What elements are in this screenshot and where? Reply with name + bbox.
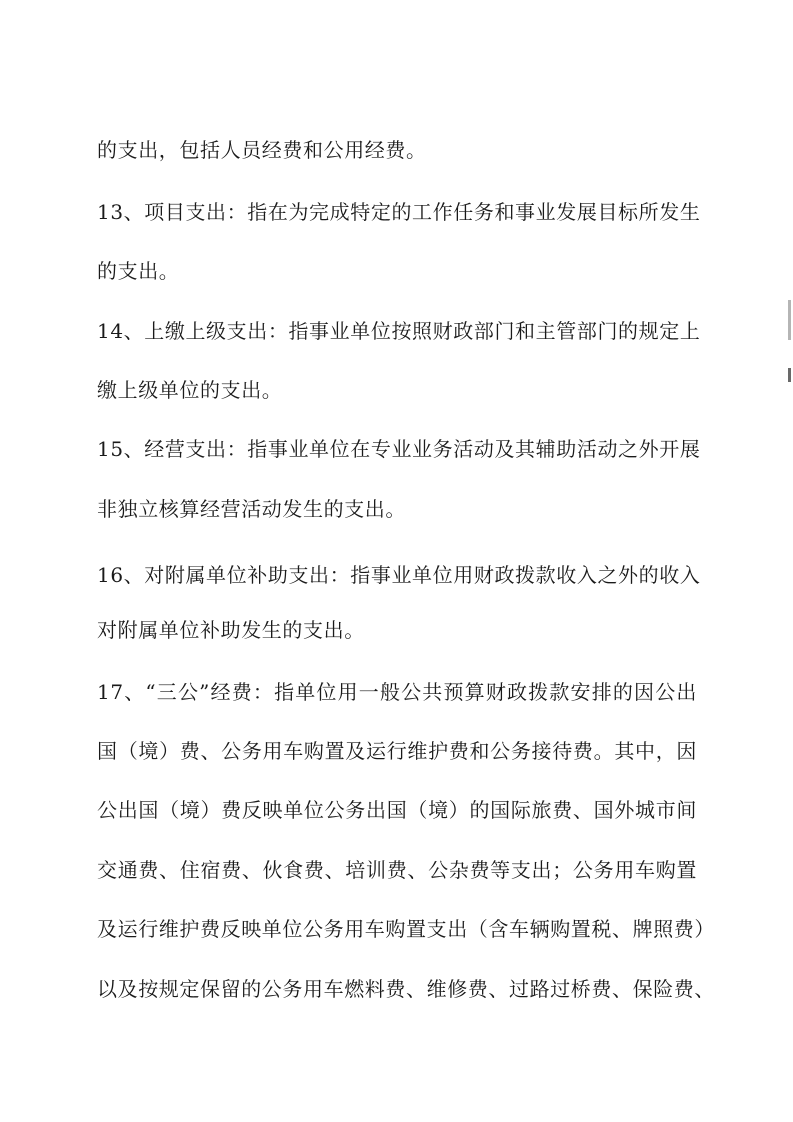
text-line: 13、项目支出：指在为完成特定的工作任务和事业发展目标所发生 — [97, 200, 701, 224]
scan-edge-mark — [788, 368, 791, 382]
text-line: 缴上级单位的支出。 — [97, 378, 283, 402]
text-line: 的支出，包括人员经费和公用经费。 — [97, 138, 427, 162]
text-line: 对附属单位补助发生的支出。 — [97, 618, 365, 642]
text-line: 15、经营支出：指事业单位在专业业务活动及其辅助活动之外开展 — [97, 437, 701, 461]
text-line: 以及按规定保留的公务用车燃料费、维修费、过路过桥费、保险费、 — [97, 977, 715, 1001]
scan-edge-mark — [788, 300, 791, 340]
text-line: 非独立核算经营活动发生的支出。 — [97, 497, 406, 521]
text-line: 及运行维护费反映单位公务用车购置支出（含车辆购置税、牌照费） — [97, 917, 715, 941]
text-line: 14、上缴上级支出：指事业单位按照财政部门和主管部门的规定上 — [97, 319, 701, 343]
text-line: 17、“三公”经费：指单位用一般公共预算财政拨款安排的因公出 — [97, 680, 697, 704]
text-line: 公出国（境）费反映单位公务出国（境）的国际旅费、国外城市间 — [97, 798, 697, 822]
text-line: 16、对附属单位补助支出：指事业单位用财政拨款收入之外的收入 — [97, 563, 701, 587]
text-line: 的支出。 — [97, 259, 180, 283]
text-line: 交通费、住宿费、伙食费、培训费、公杂费等支出；公务用车购置 — [97, 858, 697, 882]
text-line: 国（境）费、公务用车购置及运行维护费和公务接待费。其中，因 — [97, 739, 697, 763]
